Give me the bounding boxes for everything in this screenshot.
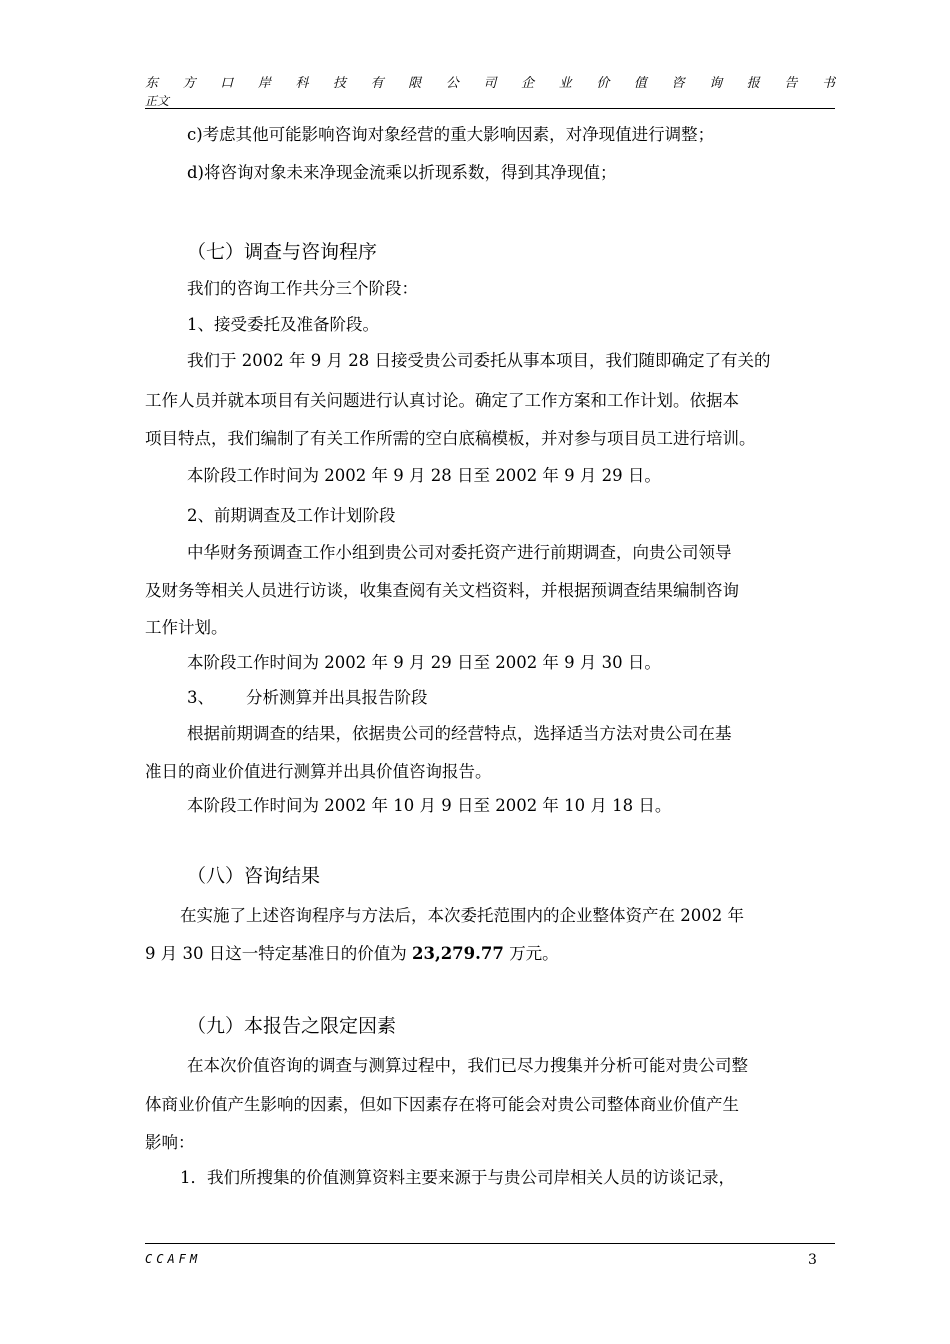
header-title-char: 告 bbox=[784, 76, 798, 91]
step3-time: 本阶段工作时间为 2002 年 10 月 9 日至 2002 年 10 月 18 日。 bbox=[187, 796, 672, 815]
section-heading-8: （八）咨询结果 bbox=[187, 865, 321, 887]
header-title-char: 司 bbox=[483, 76, 497, 91]
step1-title: 1、接受委托及准备阶段。 bbox=[187, 315, 379, 334]
limitations-line-2: 体商业价值产生影响的因素，但如下因素存在将可能会对贵公司整体商业价值产生 bbox=[145, 1095, 739, 1114]
section7-intro: 我们的咨询工作共分三个阶段： bbox=[187, 279, 418, 298]
step2-line-3: 工作计划。 bbox=[145, 618, 228, 637]
footer-organization: CCAFM bbox=[145, 1252, 202, 1266]
step2-line-2: 及财务等相关人员进行访谈，收集查阅有关文档资料，并根据预调查结果编制咨询 bbox=[145, 581, 739, 600]
header-title-char: 方 bbox=[182, 76, 196, 91]
step1-line-3: 项目特点，我们编制了有关工作所需的空白底稿模板，并对参与项目员工进行培训。 bbox=[145, 429, 756, 448]
result-line-1: 在实施了上述咨询程序与方法后，本次委托范围内的企业整体资产在 2002 年 bbox=[180, 906, 744, 925]
header-title-char: 值 bbox=[633, 76, 647, 91]
result-line-2 bbox=[145, 943, 559, 965]
paragraph-line-d: d)将咨询对象未来净现金流乘以折现系数，得到其净现值； bbox=[187, 163, 617, 182]
header-title-char: 有 bbox=[370, 76, 384, 91]
header-title-char: 报 bbox=[746, 76, 760, 91]
report-header-title bbox=[145, 72, 835, 91]
step3-line-1: 根据前期调查的结果，依据贵公司的经营特点，选择适当方法对贵公司在基 bbox=[187, 724, 732, 743]
footer-divider bbox=[145, 1243, 835, 1244]
section-heading-7: （七）调查与咨询程序 bbox=[187, 241, 378, 263]
header-divider bbox=[145, 108, 835, 109]
header-title-char: 企 bbox=[521, 76, 535, 91]
step1-time: 本阶段工作时间为 2002 年 9 月 28 日至 2002 年 9 月 29 日。 bbox=[187, 466, 661, 485]
step3-title: 分析测算并出具报告阶段 bbox=[246, 688, 428, 707]
header-title-char: 询 bbox=[709, 76, 723, 91]
page-number: 3 bbox=[808, 1252, 817, 1268]
step2-time: 本阶段工作时间为 2002 年 9 月 29 日至 2002 年 9 月 30 日。 bbox=[187, 653, 661, 672]
header-title-char: 公 bbox=[445, 76, 459, 91]
header-title-char: 限 bbox=[408, 76, 422, 91]
header-title-char: 价 bbox=[596, 76, 610, 91]
header-title-char: 书 bbox=[821, 76, 835, 91]
header-title-char: 口 bbox=[220, 76, 234, 91]
valuation-amount: 23,279.77 bbox=[411, 944, 504, 963]
step3-number: 3、 bbox=[187, 688, 214, 707]
step2-line-1: 中华财务预调查工作小组到贵公司对委托资产进行前期调查，向贵公司领导 bbox=[187, 543, 732, 562]
step2-title: 2、前期调查及工作计划阶段 bbox=[187, 506, 396, 525]
result-line-2-prefix: 9 月 30 日这一特定基准日的价值为 bbox=[145, 944, 412, 963]
step1-line-1: 我们于 2002 年 9 月 28 日接受贵公司委托从事本项目，我们随即确定了有关的 bbox=[187, 351, 771, 370]
header-title-char: 东 bbox=[145, 76, 159, 91]
report-header-subtitle: 正文 bbox=[145, 94, 170, 108]
header-title-char: 岸 bbox=[257, 76, 271, 91]
step1-line-2: 工作人员并就本项目有关问题进行认真讨论。确定了工作方案和工作计划。依据本 bbox=[145, 391, 739, 410]
section-heading-9: （九）本报告之限定因素 bbox=[187, 1015, 397, 1037]
result-line-2-suffix: 万元。 bbox=[503, 944, 559, 963]
header-title-char: 技 bbox=[333, 76, 347, 91]
limitations-line-1: 在本次价值咨询的调查与测算过程中，我们已尽力搜集并分析可能对贵公司整 bbox=[187, 1056, 748, 1075]
step3-line-2: 准日的商业价值进行测算并出具价值咨询报告。 bbox=[145, 762, 492, 781]
header-title-char: 业 bbox=[558, 76, 572, 91]
header-title-char: 科 bbox=[295, 76, 309, 91]
limitations-line-3: 影响： bbox=[145, 1133, 195, 1152]
header-title-char: 咨 bbox=[671, 76, 685, 91]
paragraph-line-c: c)考虑其他可能影响咨询对象经营的重大影响因素，对净现值进行调整； bbox=[187, 125, 715, 144]
limitations-item-1: 1．我们所搜集的价值测算资料主要来源于与贵公司岸相关人员的访谈记录， bbox=[180, 1168, 735, 1187]
